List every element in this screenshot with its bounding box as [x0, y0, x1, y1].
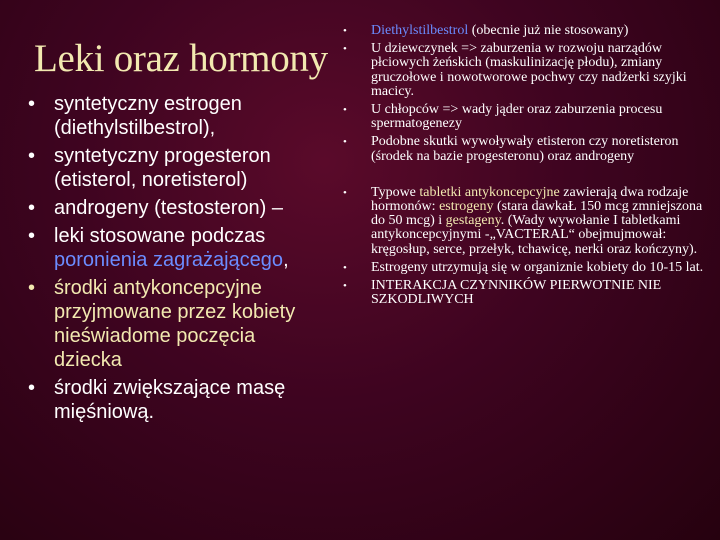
list-item-text: środki zwiększające masę mięśniową.	[54, 377, 286, 423]
bullet-icon: •	[343, 25, 347, 37]
list-item-text: U dziewczynek => zaburzenia w rozwoju narządów płciowych żeńskich (maskulinizację płodu), zmiany gruczołowe i nowotworowe pochwy czy nadżerki szyjki macicy.	[371, 41, 687, 99]
list-item-text: syntetyczny estrogen (diethylstilbestrol),	[54, 93, 242, 139]
list-item	[340, 42, 712, 99]
list-item-text: U chłopców => wady jąder oraz zaburzenia procesu spermatogenezy	[371, 102, 663, 132]
list-item	[28, 92, 328, 140]
list-item	[340, 103, 712, 131]
slide-title: Leki oraz hormony	[34, 37, 328, 80]
list-item-text: (obecnie już nie stosowany)	[468, 23, 629, 38]
bullet-icon: •	[343, 104, 347, 117]
list-item-text: środki antykoncepcyjne przyjmowane przez kobiety nieświadome poczęcia dziecka	[54, 277, 296, 371]
highlighted-term: estrogeny	[439, 199, 494, 215]
list-item	[340, 24, 712, 38]
list-item	[28, 196, 328, 220]
list-item-text: . (Wady wywołanie I tabletkami antykoncepcyjnymi -„VACTERAL“ obejmujmował: kręgosłup, serce, przełyk, tchawicę, nerki oraz kończyny).	[371, 213, 698, 257]
bullet-icon: •	[343, 136, 347, 149]
highlighted-term: Diethylstilbestrol	[371, 23, 469, 38]
list-item-text: ,	[283, 249, 289, 271]
highlighted-term: gestageny	[445, 213, 501, 229]
bullet-icon: •	[28, 93, 36, 115]
bullet-icon: •	[28, 377, 36, 399]
list-item	[340, 279, 712, 307]
right-bullet-list	[340, 24, 712, 307]
list-item-text: zawierają dwa rodzaje hormonów:	[371, 184, 689, 215]
list-item	[28, 144, 328, 192]
bullet-icon: •	[28, 197, 36, 219]
bullet-icon: •	[343, 186, 347, 199]
bullet-icon: •	[28, 225, 36, 247]
list-item-text: Typowe	[371, 184, 420, 200]
list-item	[28, 376, 328, 424]
highlighted-term: tabletki antykoncepcyjne	[419, 184, 560, 200]
bullet-icon: •	[343, 280, 347, 293]
list-item-highlighted	[28, 276, 328, 372]
bullet-icon: •	[28, 145, 36, 167]
list-item	[340, 186, 712, 257]
list-item-text: leki stosowane podczas	[54, 225, 266, 247]
list-item-text: (stara dawkaŁ 150 mcg zmniejszona do 50 mcg) i	[371, 199, 703, 229]
list-item	[340, 261, 712, 275]
bullet-icon: •	[343, 261, 347, 274]
list-item	[28, 224, 328, 272]
bullet-icon: •	[343, 43, 347, 56]
highlighted-term: poronienia zagrażającego	[54, 249, 284, 271]
list-item	[340, 135, 712, 163]
list-item-text: syntetyczny progesteron (etisterol, noretisterol)	[54, 145, 271, 191]
bullet-icon: •	[28, 277, 36, 299]
list-item-text: Podobne skutki wywoływały etisteron czy noretisteron (środek na bazie progesteronu) oraz androgeny	[371, 134, 679, 164]
list-item-text: Estrogeny utrzymują się w organiznie kobiety do 10-15 lat.	[371, 259, 704, 275]
left-bullet-list	[28, 92, 328, 428]
list-item-text: INTERAKCJA CZYNNIKÓW PIERWOTNIE NIE SZKODLIWYCH	[371, 278, 662, 308]
list-item-text: androgeny (testosteron) –	[54, 197, 284, 219]
